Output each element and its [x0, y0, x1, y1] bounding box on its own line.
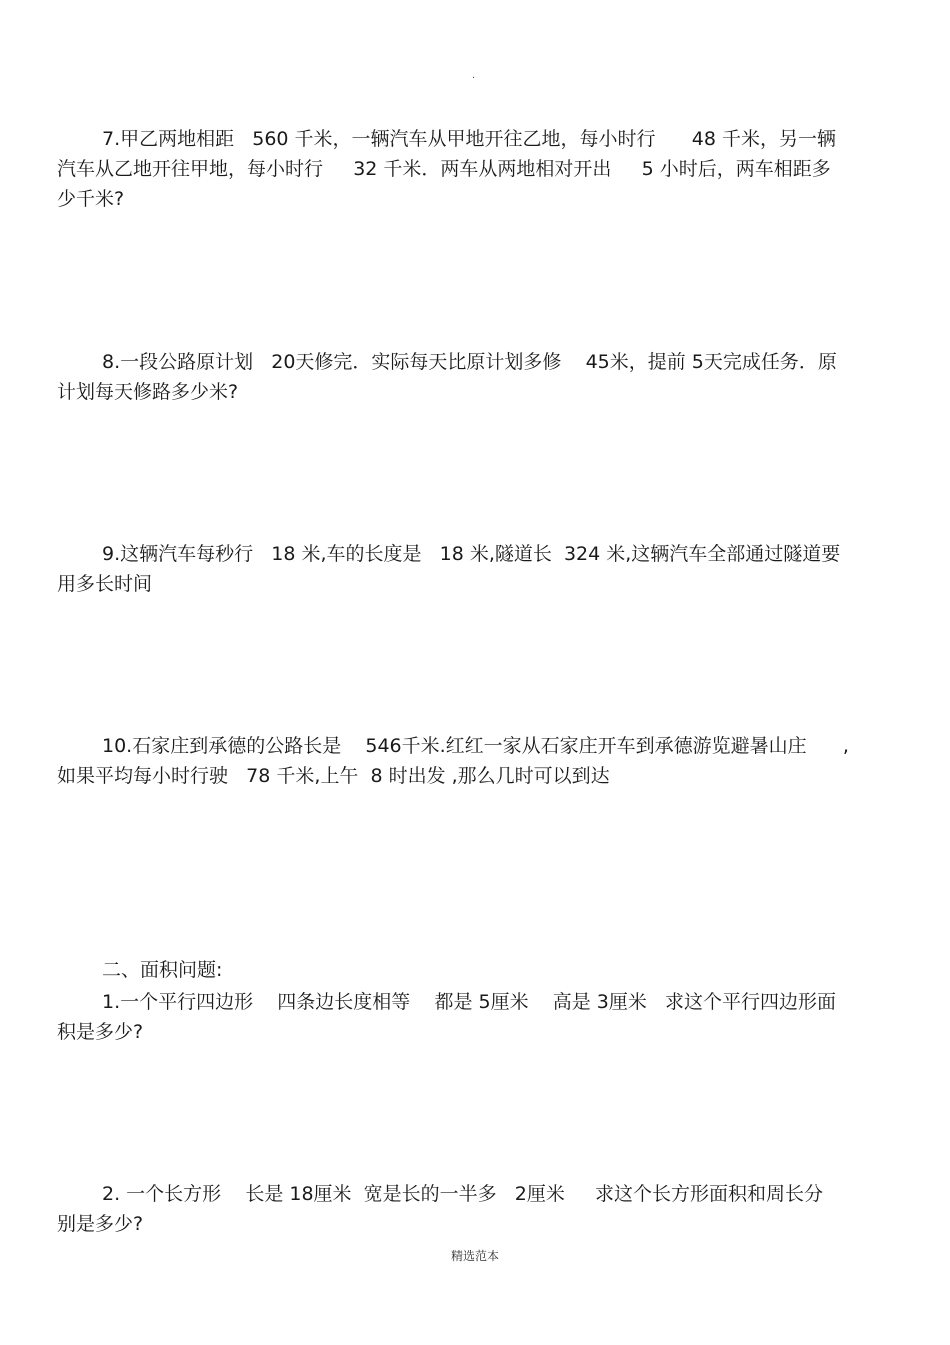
area-question-1-line-1: 1.一个平行四边形 四条边长度相等 都是 5厘米 高是 3厘米 求这个平行四边形面	[102, 991, 836, 1013]
question-10	[57, 731, 897, 791]
question-10-line-2: 如果平均每小时行驶 78 千米,上午 8 时出发 ,那么几时可以到达	[57, 765, 610, 787]
question-7-line-3: 少千米?	[57, 188, 125, 210]
area-question-2	[57, 1179, 897, 1239]
header-mark: ·	[472, 73, 476, 84]
question-10-line-1: 10.石家庄到承德的公路长是 546千米.红红一家从石家庄开车到承德游览避暑山庄 ,	[102, 735, 849, 757]
question-8-line-1: 8.一段公路原计划 20天修完．实际每天比原计划多修 45米，提前 5天完成任务．原	[102, 351, 837, 373]
question-9-line-2: 用多长时间	[57, 573, 153, 595]
question-8-line-2: 计划每天修路多少米?	[57, 381, 239, 403]
question-9	[57, 539, 897, 599]
question-9-line-1: 9.这辆汽车每秒行 18 米,车的长度是 18 米,隧道长 324 米,这辆汽车全部通过隧道要	[102, 543, 841, 565]
area-question-1	[57, 987, 897, 1047]
page-footer: 精选范本	[450, 1249, 499, 1263]
question-8	[57, 347, 897, 407]
area-question-2-line-2: 别是多少?	[57, 1213, 144, 1235]
section-2-heading: 二、面积问题:	[102, 959, 223, 981]
area-question-1-line-2: 积是多少?	[57, 1021, 144, 1043]
question-7-line-2: 汽车从乙地开往甲地，每小时行 32 千米．两车从两地相对开出 5 小时后，两车相距多	[57, 158, 831, 180]
area-question-2-line-1: 2. 一个长方形 长是 18厘米 宽是长的一半多 2厘米 求这个长方形面积和周长分	[102, 1183, 824, 1205]
question-7-line-1: 7.甲乙两地相距 560 千米，一辆汽车从甲地开往乙地，每小时行 48 千米，另一辆	[102, 128, 837, 150]
question-7	[57, 124, 897, 214]
